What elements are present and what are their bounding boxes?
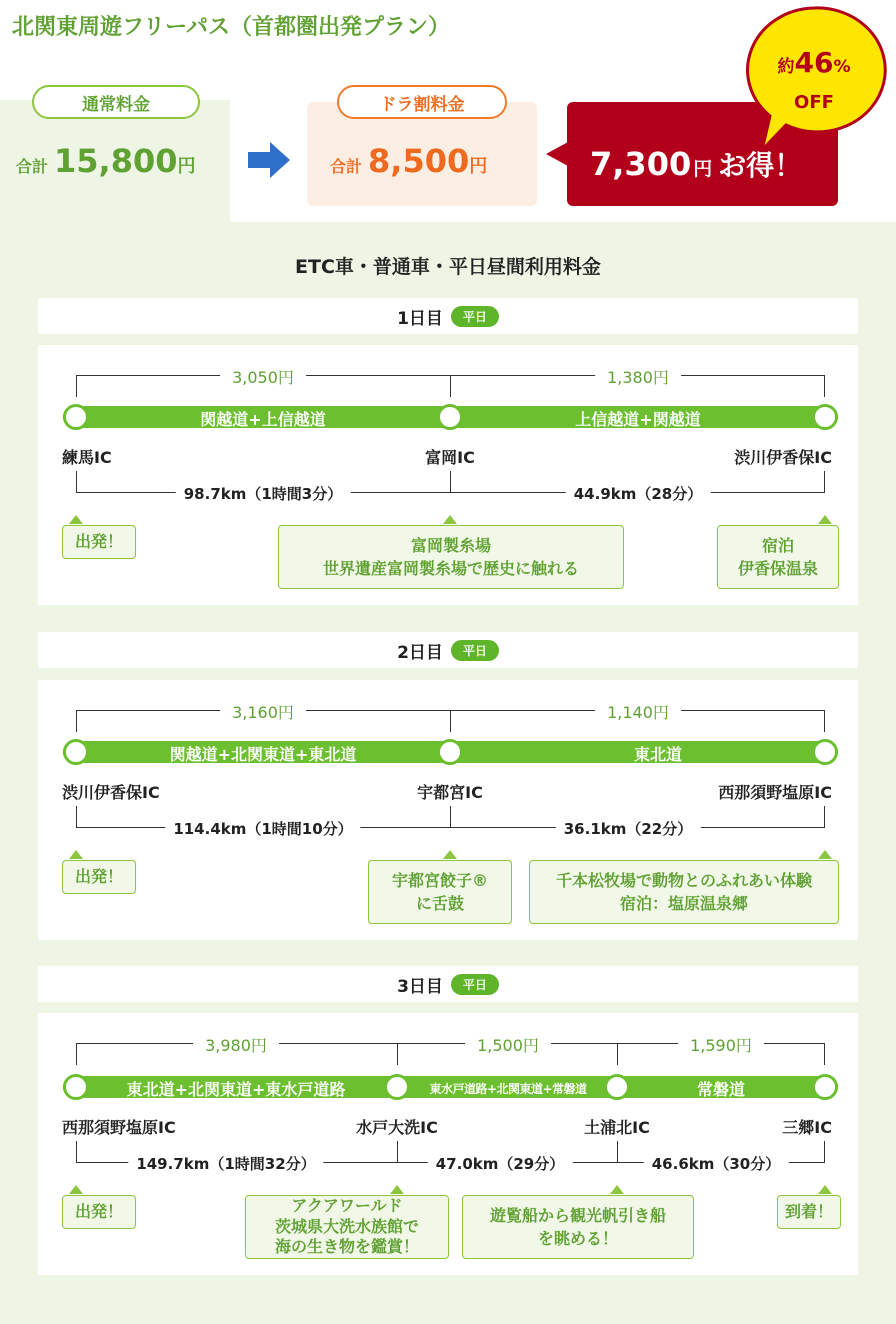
- segment-fee: 3,160円: [220, 700, 306, 723]
- day-3-route-panel: [38, 1013, 858, 1275]
- callout-line: 千本松牧場で動物とのふれあい体験: [555, 870, 812, 890]
- callout-line: 出発！: [74, 867, 123, 887]
- page-title: 北関東周遊フリーパス（首都圏出発プラン）: [12, 15, 451, 40]
- distance-bracket-divider: [617, 1141, 618, 1163]
- callout-stay: [717, 525, 839, 589]
- interchange-name: 富岡IC: [425, 448, 475, 467]
- fee-bracket-divider: [450, 375, 451, 397]
- dora-price-label: ドラ割料金: [337, 85, 507, 119]
- day-title: 1日目: [397, 308, 443, 329]
- day-3-header: [38, 966, 858, 1002]
- dora-price-total: [330, 142, 487, 180]
- fee-bracket-divider: [617, 1043, 618, 1065]
- day-1-route-panel: [38, 345, 858, 605]
- distance-bracket-divider: [397, 1141, 398, 1163]
- road-name: 常磐道: [696, 1080, 746, 1099]
- route-node: [812, 1074, 838, 1100]
- callout-pointer: [390, 1185, 404, 1194]
- segment-fee: 1,380円: [595, 365, 681, 388]
- interchange-name: 三郷IC: [782, 1118, 832, 1137]
- callout-line: アクアワールド: [291, 1195, 403, 1215]
- callout-pointer: [610, 1185, 624, 1194]
- callout-line: 富岡製糸場: [410, 535, 491, 555]
- discount-percent: [764, 46, 864, 79]
- callout-pointer: [818, 515, 832, 524]
- callout-line: に舌鼓: [415, 894, 464, 913]
- callout-arrive: [777, 1195, 841, 1229]
- normal-total-label: 合計: [16, 157, 49, 176]
- callout-pointer: [443, 515, 457, 524]
- callout-line: 出発！: [74, 532, 123, 552]
- fare-conditions-heading: ETC車・普通車・平日昼間利用料金: [295, 256, 601, 278]
- segment-distance: 47.0km（29分）: [428, 1153, 573, 1174]
- road-name: 関越道+北関東道+東北道: [169, 745, 357, 764]
- interchange-name: 宇都宮IC: [417, 783, 483, 802]
- callout-pointer: [69, 515, 83, 524]
- interchange-name: 土浦北IC: [584, 1118, 650, 1137]
- day-1-header: [38, 298, 858, 334]
- day-title: 3日目: [397, 976, 443, 997]
- route-node: [63, 739, 89, 765]
- callout-line: 遊覧船から観光帆引き船: [489, 1205, 666, 1225]
- road-name: 関越道+上信越道: [200, 410, 326, 429]
- interchange-name: 渋川伊香保IC: [734, 448, 832, 467]
- route-node: [384, 1074, 410, 1100]
- dora-total-label: 合計: [330, 157, 363, 176]
- callout-start: [62, 860, 136, 894]
- weekday-badge: 平日: [451, 974, 499, 995]
- saving-amount: 7,300: [590, 145, 692, 183]
- interchange-name: 練馬IC: [62, 448, 112, 467]
- callout-pointer: [818, 1185, 832, 1194]
- callout-tomioka: [278, 525, 624, 589]
- callout-line: 出発！: [74, 1202, 123, 1222]
- discount-value: 46: [794, 46, 834, 79]
- discount-prefix: 約: [777, 57, 795, 77]
- segment-distance: 46.6km（30分）: [644, 1153, 789, 1174]
- road-name: 東北道: [633, 745, 683, 764]
- normal-price-total: [16, 142, 196, 180]
- callout-line: を眺める！: [537, 1229, 618, 1248]
- segment-distance: 114.4km（1時間10分）: [165, 818, 360, 839]
- normal-total-amount: 15,800: [54, 142, 178, 180]
- day-2-route-panel: [38, 680, 858, 940]
- callout-line: 茨城県大洗水族館で: [274, 1216, 419, 1236]
- callout-aquarium: [245, 1195, 449, 1259]
- saving-suffix: お得！: [718, 149, 803, 182]
- route-node: [812, 404, 838, 430]
- day-2-header: [38, 632, 858, 668]
- interchange-name: 西那須野塩原IC: [62, 1118, 176, 1137]
- dora-total-yen: 円: [469, 156, 488, 177]
- segment-distance: 44.9km（28分）: [566, 483, 711, 504]
- road-name: 東北道+北関東道+東水戸道路: [126, 1080, 346, 1099]
- route-node: [812, 739, 838, 765]
- road-name: 東水戸道路+北関東道+常磐道: [429, 1082, 587, 1096]
- segment-distance: 98.7km（1時間3分）: [176, 483, 351, 504]
- day-title: 2日目: [397, 642, 443, 663]
- saving-box-pointer: [546, 142, 568, 166]
- segment-distance: 36.1km（22分）: [556, 818, 701, 839]
- segment-fee: 3,980円: [193, 1033, 279, 1056]
- callout-gyoza: [368, 860, 512, 924]
- route-node: [63, 1074, 89, 1100]
- dora-total-amount: 8,500: [368, 142, 470, 180]
- road-name: 上信越道+関越道: [575, 410, 701, 429]
- weekday-badge: 平日: [451, 306, 499, 327]
- callout-pointer: [818, 850, 832, 859]
- distance-bracket-divider: [450, 471, 451, 493]
- route-node: [63, 404, 89, 430]
- distance-bracket-divider: [450, 806, 451, 828]
- callout-sailboat: [462, 1195, 694, 1259]
- callout-line: 世界遺産富岡製糸場で歴史に触れる: [322, 559, 579, 578]
- weekday-badge: 平日: [451, 640, 499, 661]
- segment-fee: 3,050円: [220, 365, 306, 388]
- callout-line: 宿泊：塩原温泉郷: [619, 894, 748, 913]
- route-node: [437, 404, 463, 430]
- route-node: [604, 1074, 630, 1100]
- callout-pointer: [69, 850, 83, 859]
- callout-line: 宇都宮餃子®: [391, 870, 488, 890]
- arrow-right-icon: [248, 140, 292, 180]
- saving-yen: 円: [693, 158, 713, 180]
- callout-line: 伊香保温泉: [737, 559, 818, 578]
- interchange-name: 水戸大洗IC: [356, 1118, 438, 1137]
- fee-bracket-divider: [450, 710, 451, 732]
- discount-unit: %: [833, 57, 851, 77]
- segment-distance: 149.7km（1時間32分）: [128, 1153, 323, 1174]
- segment-fee: 1,140円: [595, 700, 681, 723]
- callout-farm: [529, 860, 839, 924]
- callout-line: 到着！: [784, 1202, 833, 1222]
- fee-bracket-divider: [397, 1043, 398, 1065]
- callout-pointer: [443, 850, 457, 859]
- interchange-name: 西那須野塩原IC: [718, 783, 832, 802]
- discount-off-label: OFF: [794, 92, 834, 113]
- segment-fee: 1,590円: [678, 1033, 764, 1056]
- callout-pointer: [69, 1185, 83, 1194]
- callout-start: [62, 525, 136, 559]
- callout-line: 海の生き物を鑑賞！: [274, 1237, 419, 1257]
- callout-start: [62, 1195, 136, 1229]
- callout-line: 宿泊: [761, 535, 794, 555]
- segment-fee: 1,500円: [465, 1033, 551, 1056]
- normal-total-yen: 円: [177, 156, 196, 177]
- interchange-name: 渋川伊香保IC: [62, 783, 160, 802]
- route-node: [437, 739, 463, 765]
- normal-price-label: 通常料金: [32, 85, 200, 119]
